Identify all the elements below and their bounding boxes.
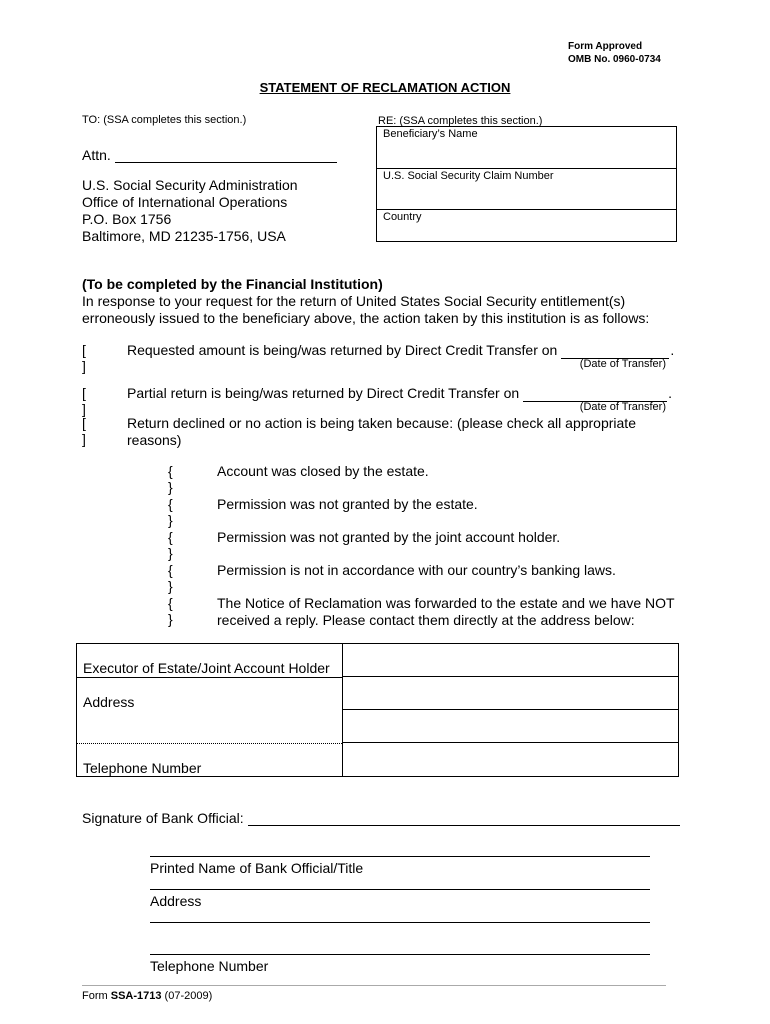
form-prefix: Form	[82, 990, 111, 1002]
signature-label: Signature of Bank Official:	[82, 810, 244, 826]
claim-number-field[interactable]	[377, 169, 676, 210]
option-checkbox[interactable]: [ ]	[82, 415, 86, 447]
partial-date-field[interactable]	[523, 388, 667, 402]
reason-text: Permission was not granted by the joint account holder.	[217, 529, 561, 545]
financial-institution-intro	[82, 276, 682, 327]
option-partial-text: Partial return is being/was returned by Direct Credit Transfer on	[127, 385, 520, 401]
option-declined-text-cont: reasons)	[127, 432, 182, 448]
telephone-field[interactable]	[343, 743, 678, 776]
requested-date-field[interactable]	[561, 345, 669, 359]
reason-checkbox[interactable]: { }	[168, 529, 173, 561]
reason-checkbox[interactable]: { }	[168, 463, 173, 495]
reason-checkbox[interactable]: { }	[168, 562, 173, 594]
form-approval-block	[568, 40, 661, 66]
executor-field[interactable]	[343, 644, 678, 677]
reason-text-cont: received a reply. Please contact them directly at the address below:	[217, 612, 635, 628]
reason-text: Permission is not in accordance with our country’s banking laws.	[217, 562, 616, 578]
claim-number-label: U.S. Social Security Claim Number	[383, 170, 554, 182]
fi-intro-line: In response to your request for the return of United States Social Security entitlement(s)	[82, 293, 626, 309]
beneficiary-name-field[interactable]	[377, 127, 676, 169]
omb-number: OMB No. 0960-0734	[568, 54, 661, 65]
bank-address-field[interactable]	[150, 889, 650, 890]
telephone-label: Telephone Number	[83, 760, 202, 776]
reason-checkbox[interactable]: { }	[168, 496, 173, 528]
bank-address-field-line2[interactable]	[150, 922, 650, 923]
reason-text: The Notice of Reclamation was forwarded to the estate and we have NOT	[217, 595, 675, 611]
option-declined-text: Return declined or no action is being taken because: (please check all appropriate	[127, 415, 636, 431]
printed-name-label: Printed Name of Bank Official/Title	[150, 860, 364, 876]
contact-table	[76, 643, 679, 777]
re-section-label: RE: (SSA completes this section.)	[378, 115, 543, 127]
option-requested-text: Requested amount is being/was returned by Direct Credit Transfer on	[127, 342, 558, 358]
country-label: Country	[383, 211, 422, 223]
date-of-transfer-label: (Date of Transfer)	[579, 358, 666, 370]
address-field-line1[interactable]	[343, 677, 678, 710]
form-title: STATEMENT OF RECLAMATION ACTION	[259, 80, 511, 95]
address-label: Address	[83, 694, 135, 710]
signature-field[interactable]	[248, 811, 680, 826]
beneficiary-name-label: Beneficiary’s Name	[383, 128, 478, 140]
signature-row	[82, 810, 680, 826]
form-approved-text: Form Approved	[568, 41, 643, 52]
to-section-label: TO: (SSA completes this section.)	[82, 114, 247, 126]
address-line: Office of International Operations	[82, 194, 288, 210]
bank-telephone-label: Telephone Number	[150, 958, 269, 974]
fi-heading: (To be completed by the Financial Institution)	[82, 276, 383, 292]
reason-text: Account was closed by the estate.	[217, 463, 429, 479]
option-checkbox[interactable]: [ ]	[82, 342, 86, 374]
reason-checkbox[interactable]: { }	[168, 595, 173, 627]
ssa-address	[82, 177, 298, 245]
form-number: SSA-1713	[110, 990, 162, 1002]
option-checkbox[interactable]: [ ]	[82, 385, 86, 417]
footer-divider	[82, 985, 666, 986]
address-line: U.S. Social Security Administration	[82, 177, 298, 193]
attn-label: Attn.	[82, 147, 111, 163]
form-date: (07-2009)	[161, 990, 213, 1002]
contact-label-column	[77, 644, 343, 776]
address-field-line2[interactable]	[343, 710, 678, 743]
address-line: P.O. Box 1756	[82, 211, 172, 227]
printed-name-field[interactable]	[150, 856, 650, 857]
bank-telephone-field[interactable]	[150, 954, 650, 955]
form-footer	[82, 990, 212, 1002]
re-section-box	[376, 126, 677, 242]
executor-label: Executor of Estate/Joint Account Holder	[83, 660, 330, 676]
attn-field[interactable]	[115, 149, 337, 163]
reason-text: Permission was not granted by the estate.	[217, 496, 478, 512]
date-of-transfer-label: (Date of Transfer)	[579, 401, 666, 413]
fi-intro-line: erroneously issued to the beneficiary above, the action taken by this institution is as follows:	[82, 310, 650, 326]
country-field[interactable]	[377, 210, 676, 241]
address-line: Baltimore, MD 21235-1756, USA	[82, 228, 286, 244]
bank-address-label: Address	[150, 893, 202, 909]
attn-row	[82, 147, 337, 163]
